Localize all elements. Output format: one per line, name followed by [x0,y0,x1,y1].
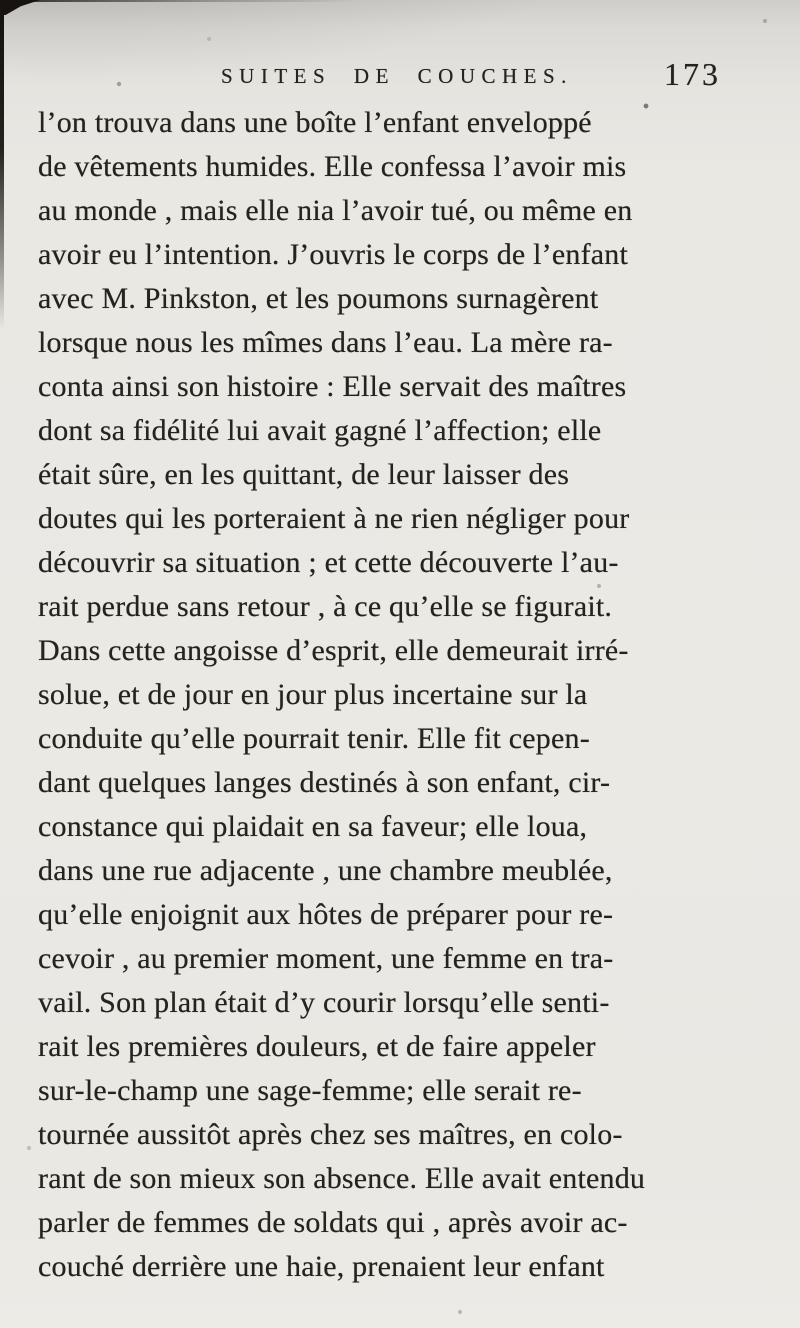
text-line: avec M. Pinkston, et les poumons surnagèrent [38,282,599,315]
text-line: solue, et de jour en jour plus incertaine sur la [38,678,588,711]
text-line: l’on trouva dans une boîte l’enfant enveloppé [38,106,592,139]
text-line: dant quelques langes destinés à son enfant, cir- [38,766,611,799]
text-line: de vêtements humides. Elle confessa l’avoir mis [38,150,627,183]
text-line: dans une rue adjacente , une chambre meublée, [38,854,613,887]
text-line: avoir eu l’intention. J’ouvris le corps de l’enfant [38,238,629,271]
text-line: Dans cette angoisse d’esprit, elle demeurait irré- [38,634,629,667]
text-line: qu’elle enjoignit aux hôtes de préparer pour re- [38,898,614,931]
text-line: découvrir sa situation ; et cette découverte l’au- [38,546,619,579]
text-line: lorsque nous les mîmes dans l’eau. La mère ra- [38,326,613,359]
running-title: SUITES DE COUCHES. [221,64,573,88]
text-line: rait perdue sans retour , à ce qu’elle se figurait. [38,590,613,623]
text-line: couché derrière une haie, prenaient leur enfant [38,1250,605,1283]
text-line: conta ainsi son histoire : Elle servait des maîtres [38,370,627,403]
text-line: doutes qui les porteraient à ne rien négliger pour [38,502,630,535]
text-line: tournée aussitôt après chez ses maîtres, en colo- [38,1118,623,1151]
body-text [38,101,765,1289]
page-number: 173 [664,56,721,92]
text-line: conduite qu’elle pourrait tenir. Elle fit cepen- [38,722,590,755]
text-line: rait les premières douleurs, et de faire appeler [38,1030,596,1063]
text-line: constance qui plaidait en sa faveur; elle loua, [38,810,588,843]
page-header [0,0,800,100]
text-line: cevoir , au premier moment, une femme en tra- [38,942,614,975]
text-line: dont sa fidélité lui avait gagné l’affection; elle [38,414,602,447]
text-line: au monde , mais elle nia l’avoir tué, ou même en [38,194,633,227]
text-line: sur-le-champ une sage-femme; elle serait re- [38,1074,582,1107]
text-line: était sûre, en les quittant, de leur laisser des [38,458,570,491]
text-line: parler de femmes de soldats qui , après avoir ac- [38,1206,628,1239]
text-line: rant de son mieux son absence. Elle avait entendu [38,1162,646,1195]
text-line: vail. Son plan était d’y courir lorsqu’elle senti- [38,986,610,1019]
